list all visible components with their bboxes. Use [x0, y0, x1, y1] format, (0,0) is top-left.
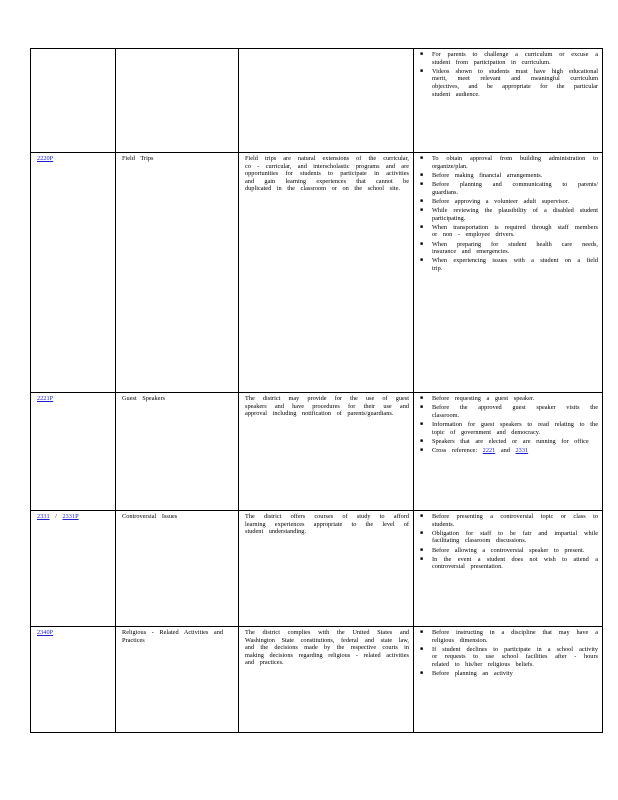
policy-table-page: [30, 48, 598, 733]
bullet-icon: ■: [420, 156, 424, 161]
policy-code-cell: [31, 153, 116, 393]
list-item: ■ Before presenting a controversial topic or class to students.: [420, 513, 598, 528]
policy-description-cell: [239, 627, 414, 733]
bullet-icon: ■: [420, 547, 424, 553]
policy-description-cell: [239, 511, 414, 627]
policy-title-cell: [116, 627, 239, 733]
bullet-icon: ■: [420, 405, 424, 411]
policy-table: [30, 48, 603, 733]
list-item: ■ When transportation is required through staff members or non - employee drivers.: [420, 223, 598, 239]
bullet-icon: ■: [420, 438, 424, 444]
list-item: ■ Videos shown to students must have high educational merit, meet relevant and meaningful curriculum objectives, and be appropriate for the particular student audience.: [420, 67, 598, 98]
list-item: ■ When experiencing issues with a student on a field trip.: [420, 257, 598, 272]
policy-description-cell: [239, 153, 414, 393]
bullet-list: [420, 155, 598, 272]
bullet-icon: ■: [420, 181, 424, 187]
policy-description: The district offers courses of study to afford learning experiences appropriate to the level of student understanding.: [245, 513, 409, 536]
policy-code-link-2331[interactable]: 2331: [37, 513, 50, 520]
list-item: ■ Before instructing in a discipline that may have a religious dimension.: [420, 629, 598, 644]
list-item: ■ Speakers that are elected or are running for office: [420, 437, 589, 445]
list-item: ■ To obtain approval from building administration to organize/plan.: [420, 155, 598, 170]
cross-reference-link-2331[interactable]: 2331: [515, 446, 529, 454]
list-item: ■ Information for guest speakers to read relating to the topic of government and democracy.: [420, 420, 598, 436]
policy-description: The district complies with the United States and Washington State constitutions, federal and state law, and the decisions made by the respective courts in making decisions regarding religious - related activities and practices.: [245, 629, 409, 667]
list-item: ■ When preparing for student health care needs, insurance and emergencies.: [420, 240, 598, 256]
bullet-icon: ■: [420, 241, 424, 247]
policy-bullets-cell: [414, 49, 603, 153]
policy-description-cell: [239, 49, 414, 153]
bullet-list: [420, 629, 598, 678]
policy-code-link[interactable]: 2220P: [37, 155, 54, 162]
policy-title-cell: [116, 511, 239, 627]
list-item: ■ Before requesting a guest speaker.: [420, 395, 535, 402]
bullet-icon: ■: [420, 52, 424, 57]
list-item: ■ Before allowing a controversial speaker to present.: [420, 546, 585, 554]
policy-description-cell: [239, 393, 414, 511]
policy-bullets-cell: [414, 153, 603, 393]
list-item: ■ Before making financial arrangements.: [420, 171, 543, 179]
bullet-icon: ■: [420, 258, 424, 264]
table-row: [31, 153, 603, 393]
policy-title-cell: [116, 153, 239, 393]
list-item: ■ While reviewing the plausibility of a disabled student participating.: [420, 206, 598, 222]
bullet-icon: ■: [420, 671, 424, 677]
cross-reference-label: Cross reference:: [432, 446, 478, 454]
bullet-icon: ■: [420, 630, 424, 635]
policy-code-separator: /: [55, 513, 57, 520]
policy-description: Field trips are natural extensions of the curricular, co - curricular, and interscholastic programs and are opportunities for students to participate in activities and gain learning experiences that cannot be duplicated in the classroom or on the school site.: [245, 155, 409, 193]
policy-title-cell: [116, 393, 239, 511]
policy-bullets-cell: [414, 511, 603, 627]
list-item: ■ Before approving a volunteer adult supervisor.: [420, 197, 570, 205]
bullet-icon: ■: [420, 530, 424, 536]
bullet-icon: ■: [420, 556, 424, 562]
policy-bullets-cell: [414, 393, 603, 511]
bullet-icon: ■: [420, 514, 424, 519]
list-item: ■ For parents to challenge a curriculum or excuse a student from participation in curriculum.: [420, 51, 598, 66]
bullet-icon: ■: [420, 421, 424, 427]
table-row: [31, 49, 603, 153]
list-item: ■ Obligation for staff to be fair and impartial while facilitating classroom discussions.: [420, 529, 598, 545]
policy-title: Religious - Related Activities and Practices: [122, 629, 223, 644]
policy-code-link[interactable]: 2221P: [37, 395, 54, 402]
bullet-icon: ■: [420, 396, 424, 401]
bullet-icon: ■: [420, 207, 424, 213]
policy-description: The district may provide for the use of guest speakers and have procedures for their use and approval including notification of parents/guardians.: [245, 395, 409, 418]
policy-code-cell: [31, 627, 116, 733]
bullet-icon: ■: [420, 172, 424, 178]
policy-bullets-cell: [414, 627, 603, 733]
bullet-list: [420, 513, 598, 571]
policy-title: Guest Speakers: [122, 395, 165, 402]
list-item: ■ Before planning and communicating to parents/ guardians.: [420, 180, 598, 196]
bullet-icon: ■: [420, 224, 424, 230]
bullet-icon: ■: [420, 447, 424, 453]
table-row: [31, 393, 603, 511]
policy-title-cell: [116, 49, 239, 153]
list-item: ■ Before planning an activity: [420, 670, 513, 678]
bullet-icon: ■: [420, 198, 424, 204]
bullet-list: [420, 395, 598, 455]
policy-code-cell: [31, 49, 116, 153]
bullet-list: [420, 51, 598, 98]
list-item: ■ In the event a student does not wish to attend a controversial presentation.: [420, 555, 598, 571]
cross-reference-link-2221[interactable]: 2221: [482, 446, 496, 454]
policy-code-link[interactable]: 2340P: [37, 629, 54, 636]
policy-code-cell: [31, 393, 116, 511]
bullet-icon: ■: [420, 68, 424, 74]
list-item: ■ If student declines to participate in a school activity or requests to use school facilities after - hours related to his/her religious beliefs.: [420, 645, 598, 668]
policy-title: Controversial Issues: [122, 513, 178, 520]
table-row: [31, 511, 603, 627]
policy-title: Field Trips: [122, 155, 154, 162]
policy-code-link-2331p[interactable]: 2331P: [62, 513, 79, 520]
bullet-icon: ■: [420, 646, 424, 652]
table-row: [31, 627, 603, 733]
list-item: ■ Cross reference: 2221 and 2331: [420, 446, 529, 454]
policy-code-cell: [31, 511, 116, 627]
list-item: ■ Before the approved guest speaker visits the classroom.: [420, 404, 598, 419]
